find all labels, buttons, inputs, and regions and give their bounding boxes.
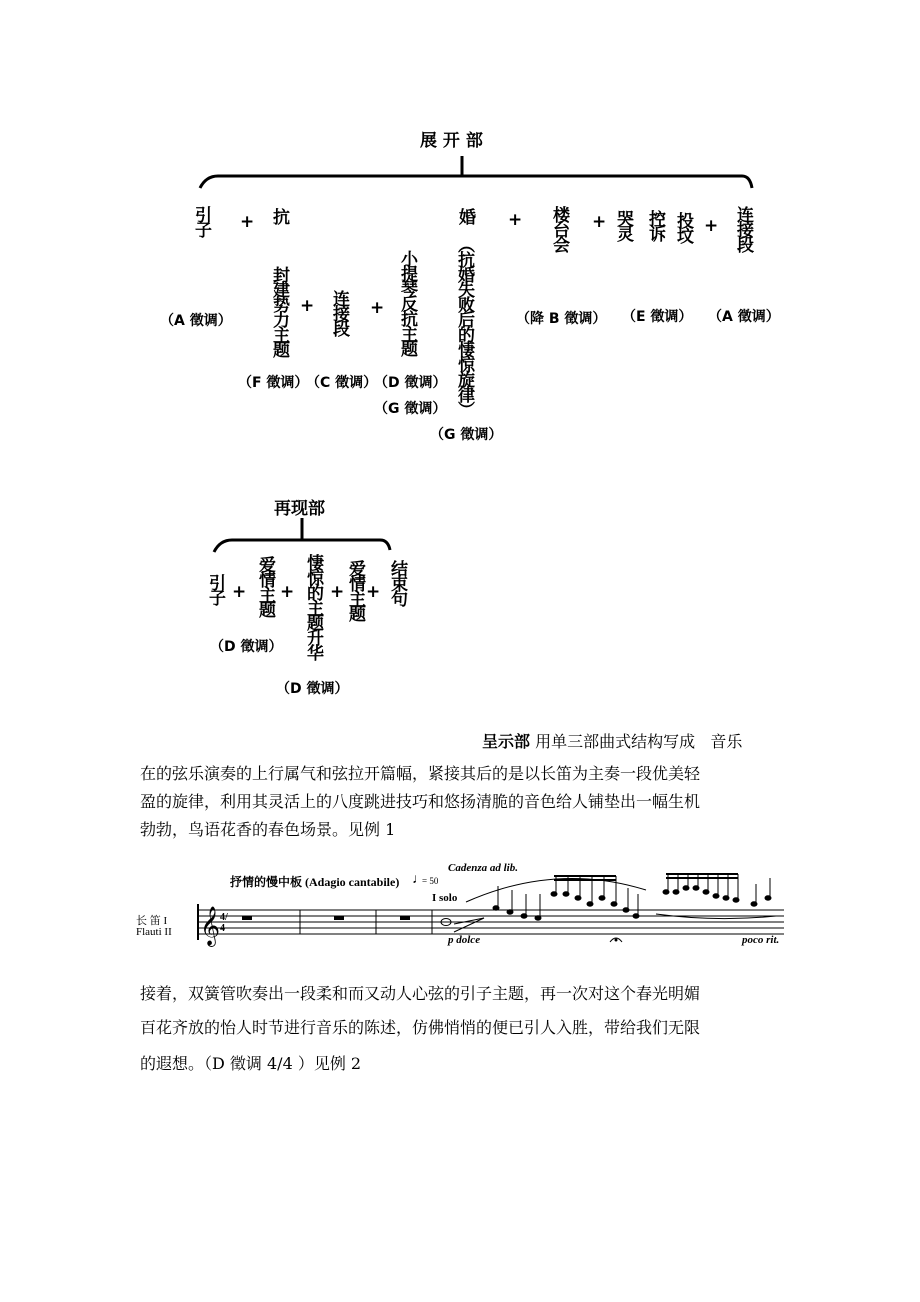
- plus: +: [370, 298, 385, 318]
- plus: +: [300, 296, 315, 316]
- plus: +: [232, 582, 247, 602]
- key-label: （F 徵调）: [238, 375, 309, 391]
- plus: +: [280, 582, 295, 602]
- recap-yinzi: 引子: [205, 574, 225, 604]
- key-label: （A 徵调）: [160, 313, 232, 329]
- key-label: （G 徵调）: [430, 427, 503, 443]
- paragraph-2-line3: 的遐想。（D 徵调 4/4 ）见例 2: [140, 1054, 362, 1073]
- dynamic-p-dolce: p dolce: [448, 934, 481, 946]
- key-label: （D 徵调）: [210, 639, 283, 655]
- plus: +: [366, 582, 381, 602]
- item-loutaihui: 楼台会: [549, 206, 569, 251]
- item-hun: 婚: [455, 208, 475, 223]
- plus: +: [508, 210, 523, 230]
- plus: +: [592, 212, 607, 232]
- svg-text:𝄞: 𝄞: [200, 906, 221, 946]
- item-kanghun-fail: （抗婚失败后的悽惊旋律）: [454, 236, 474, 416]
- key-label: （E 徵调）: [622, 309, 693, 325]
- item-kuling: 哭灵: [613, 210, 633, 240]
- paragraph-2-line2: 百花齐放的怡人时节进行音乐的陈述，仿佛悄悄的便已引人入胜，带给我们无限: [140, 1018, 701, 1037]
- recap-love2: 爱情主题: [345, 560, 365, 620]
- paragraph-2-line1: 接着，双簧管吹奏出一段柔和而又动人心弦的引子主题，再一次对这个春光明媚: [140, 984, 701, 1003]
- key-label: （G 徵调）: [374, 401, 447, 417]
- paragraph-1-line3: 盈的旋律，利用其灵活上的八度跳进技巧和悠扬清脆的音色给人铺垫出一幅生机: [140, 792, 701, 811]
- tempo-marking: 抒情的慢中板 (Adagio cantabile): [230, 875, 400, 889]
- item-fengjian: 封建势力主题: [269, 266, 289, 356]
- key-label: （C 徵调）: [306, 375, 378, 391]
- plus: +: [704, 216, 719, 236]
- key-label: （A 徵调）: [708, 309, 780, 325]
- solo-marking: I solo: [432, 892, 458, 904]
- metronome-mark: = 50: [422, 876, 439, 886]
- instrument-cn: 长 笛 I: [136, 915, 168, 927]
- time-signature: 4/4: [220, 912, 228, 934]
- recap-theme-sublime: 悽惊的主题升华: [303, 554, 323, 659]
- item-yinzi: 引子: [191, 206, 211, 236]
- plus: +: [240, 212, 255, 232]
- item-kang: 抗: [269, 208, 289, 223]
- recap-ending: 结束句: [387, 560, 407, 605]
- metronome-icon: ♩: [412, 872, 426, 887]
- paragraph-1-line2: 在的弦乐演奏的上行属气和弦拉开篇幅，紧接其后的是以长笛为主奏一段优美轻: [140, 764, 701, 783]
- paragraph-1-line1: 呈示部 用单三部曲式结构写成 音乐: [482, 732, 743, 751]
- key-label: （降 B 徵调）: [516, 311, 607, 327]
- section-label: 呈示部: [482, 732, 531, 751]
- item-toufen: 投坟: [673, 212, 693, 242]
- dynamic-poco-rit: poco rit.: [742, 934, 780, 946]
- instrument-en: Flauti II: [136, 926, 172, 938]
- item-violin-theme: 小提琴反抗主题: [397, 250, 417, 355]
- key-label: （D 徵调）: [374, 375, 447, 391]
- development-title: 展 开 部: [420, 131, 483, 151]
- plus: +: [330, 582, 345, 602]
- score-example-1: [136, 858, 784, 948]
- cadenza-marking: Cadenza ad lib.: [448, 862, 518, 874]
- item-kongsu: 控诉: [645, 210, 665, 240]
- item-lianjieduan2: 连接段: [329, 290, 349, 335]
- recap-love: 爱情主题: [255, 556, 275, 616]
- item-lianjieduan: 连接段: [733, 206, 753, 251]
- key-label: （D 徵调）: [276, 681, 349, 697]
- recap-title: 再现部: [274, 499, 325, 519]
- paragraph-1-line4: 勃勃，鸟语花香的春色场景。见例 1: [140, 820, 396, 839]
